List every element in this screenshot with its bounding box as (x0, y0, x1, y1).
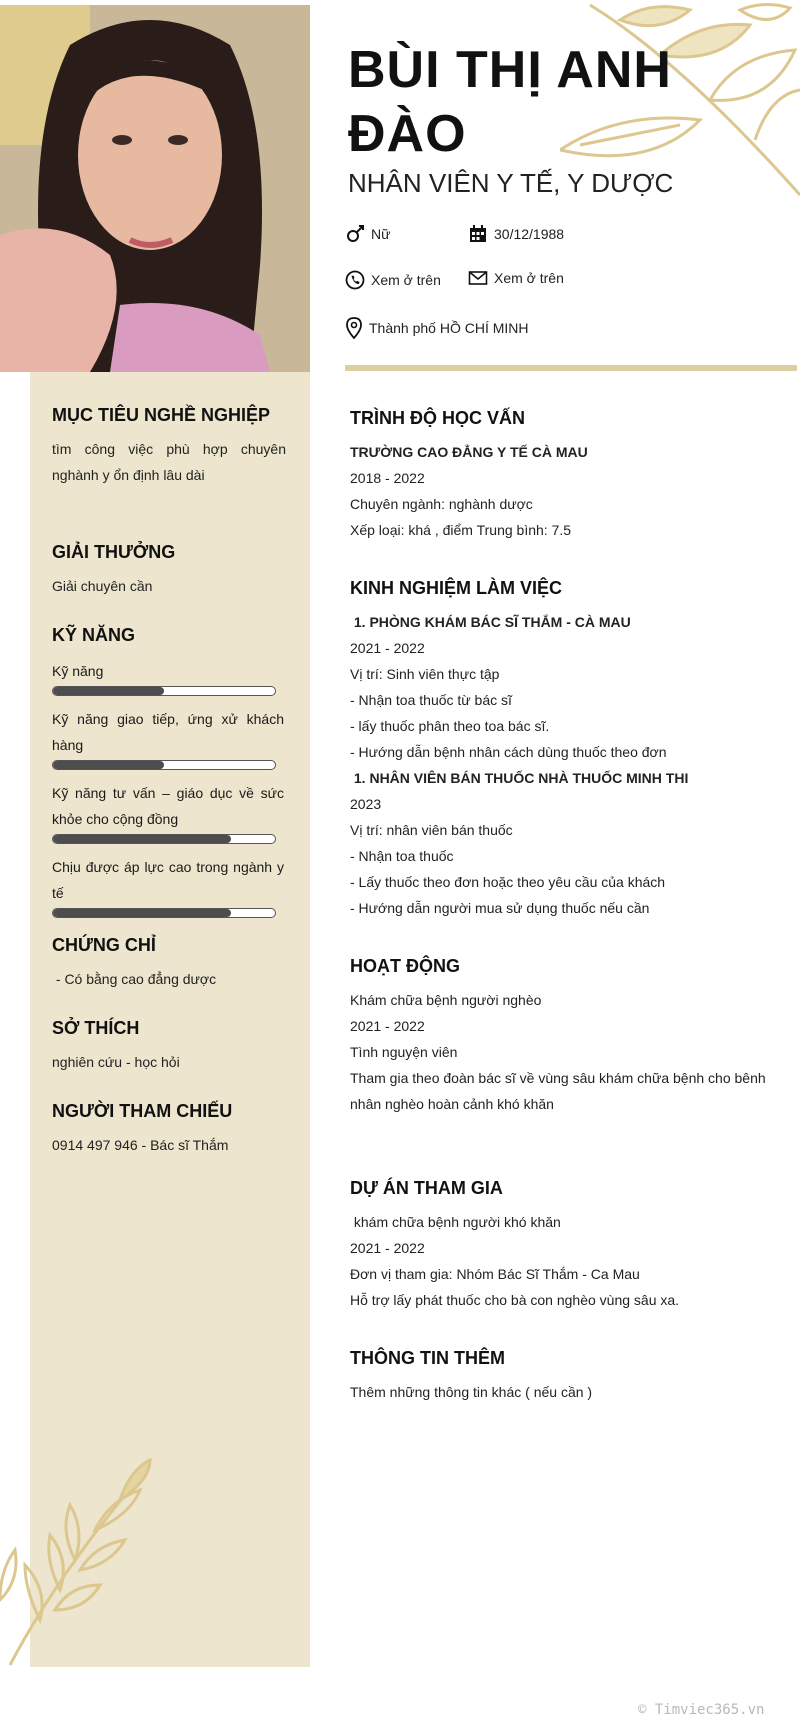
skill-item (52, 780, 284, 844)
candidate-name: BÙI THỊ ANH ĐÀO (348, 41, 672, 163)
phone-icon (345, 270, 365, 290)
skill-bar (52, 908, 276, 918)
project-period: 2021 - 2022 (350, 1240, 425, 1256)
job-task: - Hướng dẫn bệnh nhân cách dùng thuốc theo đơn (350, 744, 667, 760)
extra-section (350, 1348, 780, 1405)
experience-heading: KINH NGHIỆM LÀM VIỆC (350, 578, 563, 598)
education-section (350, 408, 780, 543)
job-period: 2021 - 2022 (350, 640, 425, 656)
address-value: Thành phố HỒ CHÍ MINH (369, 320, 529, 336)
job-task: - Nhận toa thuốc từ bác sĩ (350, 692, 512, 708)
phone-row (345, 270, 441, 290)
address-row (345, 317, 529, 339)
education-major: Chuyên ngành: nghành dược (350, 496, 533, 512)
job-position: Vị trí: Sinh viên thực tập (350, 666, 500, 682)
email-row (468, 268, 564, 288)
awards-heading: GIẢI THƯỞNG (52, 542, 176, 562)
references-heading: NGƯỜI THAM CHIẾU (52, 1101, 233, 1121)
skills-heading: KỸ NĂNG (52, 625, 136, 645)
experience-section (350, 578, 780, 921)
hobbies-heading: SỞ THÍCH (52, 1018, 140, 1038)
project-title: khám chữa bệnh người khó khăn (350, 1214, 561, 1230)
activities-heading: HOẠT ĐỘNG (350, 956, 460, 976)
references-text: 0914 497 946 - Bác sĩ Thắm (52, 1137, 229, 1153)
references-section (52, 1101, 286, 1158)
job-task: - lấy thuốc phân theo toa bác sĩ. (350, 718, 550, 734)
job-title: NHÂN VIÊN Y TẾ, Y DƯỢC (348, 168, 674, 198)
education-school: TRƯỜNG CAO ĐẲNG Y TẾ CÀ MAU (350, 444, 588, 460)
education-heading: TRÌNH ĐỘ HỌC VẤN (350, 408, 525, 428)
certificates-text: - Có bằng cao đẳng dược (52, 971, 217, 987)
skills-section (52, 625, 284, 928)
phone-value: Xem ở trên (371, 272, 441, 288)
skill-bar (52, 686, 276, 696)
skill-label: Kỹ năng (52, 663, 104, 679)
skill-bar-fill (53, 835, 231, 843)
skill-label: Chịu được áp lực cao trong ngành y tế (52, 859, 284, 901)
activity-title: Khám chữa bệnh người nghèo (350, 992, 542, 1008)
activity-period: 2021 - 2022 (350, 1018, 425, 1034)
extra-text: Thêm những thông tin khác ( nếu cần ) (350, 1384, 593, 1400)
skill-item (52, 854, 284, 918)
calendar-icon (468, 224, 488, 244)
experience-job (350, 765, 780, 921)
job-position: Vị trí: nhân viên bán thuốc (350, 822, 513, 838)
job-task: - Hướng dẫn người mua sử dụng thuốc nếu cần (350, 900, 650, 916)
birthday-value: 30/12/1988 (494, 226, 565, 242)
objective-heading: MỤC TIÊU NGHỀ NGHIỆP (52, 405, 271, 425)
experience-job (350, 609, 780, 765)
awards-text: Giải chuyên cần (52, 578, 153, 594)
location-pin-icon (345, 317, 363, 339)
certificates-heading: CHỨNG CHỈ (52, 935, 156, 955)
skill-item (52, 706, 284, 770)
skill-bar (52, 760, 276, 770)
envelope-icon (468, 268, 488, 288)
projects-section (350, 1178, 780, 1313)
skills-list (52, 658, 284, 918)
birthday-row (468, 224, 564, 244)
skill-bar-fill (53, 909, 231, 917)
project-description: Hỗ trợ lấy phát thuốc cho bà con nghèo vùng sâu xa. (350, 1292, 680, 1308)
objective-text: tìm công việc phù hợp chuyên nghành y ổn định lâu dài (52, 441, 286, 483)
gender-row (345, 224, 390, 244)
email-value: Xem ở trên (494, 270, 564, 286)
hobbies-section (52, 1018, 286, 1075)
watermark: © Timviec365.vn (638, 1702, 765, 1718)
skill-label: Kỹ năng giao tiếp, ứng xử khách hàng (52, 711, 284, 753)
skill-label: Kỹ năng tư vấn – giáo dục về sức khỏe cho cộng đồng (52, 785, 284, 827)
project-unit: Đơn vị tham gia: Nhóm Bác Sĩ Thắm - Ca Mau (350, 1266, 640, 1282)
skill-item (52, 658, 284, 696)
job-company: 1. NHÂN VIÊN BÁN THUỐC NHÀ THUỐC MINH THI (350, 770, 689, 786)
activities-section (350, 956, 780, 1117)
gender-value: Nữ (371, 226, 391, 242)
job-company: 1. PHÒNG KHÁM BÁC SĨ THẮM - CÀ MAU (350, 614, 631, 630)
skill-bar (52, 834, 276, 844)
projects-heading: DỰ ÁN THAM GIA (350, 1178, 503, 1198)
leaf-decoration-icon (0, 1450, 310, 1667)
skill-bar-fill (53, 687, 164, 695)
gender-icon (345, 224, 365, 244)
job-task: - Lấy thuốc theo đơn hoặc theo yêu cầu của khách (350, 874, 666, 890)
extra-heading: THÔNG TIN THÊM (350, 1348, 505, 1368)
profile-photo (0, 5, 310, 372)
job-task: - Nhận toa thuốc (350, 848, 454, 864)
header-divider (345, 365, 797, 371)
certificates-section (52, 935, 286, 992)
job-period: 2023 (350, 796, 382, 812)
activity-description: Tham gia theo đoàn bác sĩ về vùng sâu khám chữa bệnh cho bênh nhân nghèo hoàn cảnh khó khăn (350, 1070, 766, 1112)
hobbies-text: nghiên cứu - học hỏi (52, 1054, 180, 1070)
education-period: 2018 - 2022 (350, 470, 425, 486)
activity-role: Tình nguyện viên (350, 1044, 458, 1060)
education-grade: Xếp loại: khá , điểm Trung bình: 7.5 (350, 522, 572, 538)
awards-section (52, 542, 286, 599)
skill-bar-fill (53, 761, 164, 769)
objective-section (52, 405, 286, 488)
